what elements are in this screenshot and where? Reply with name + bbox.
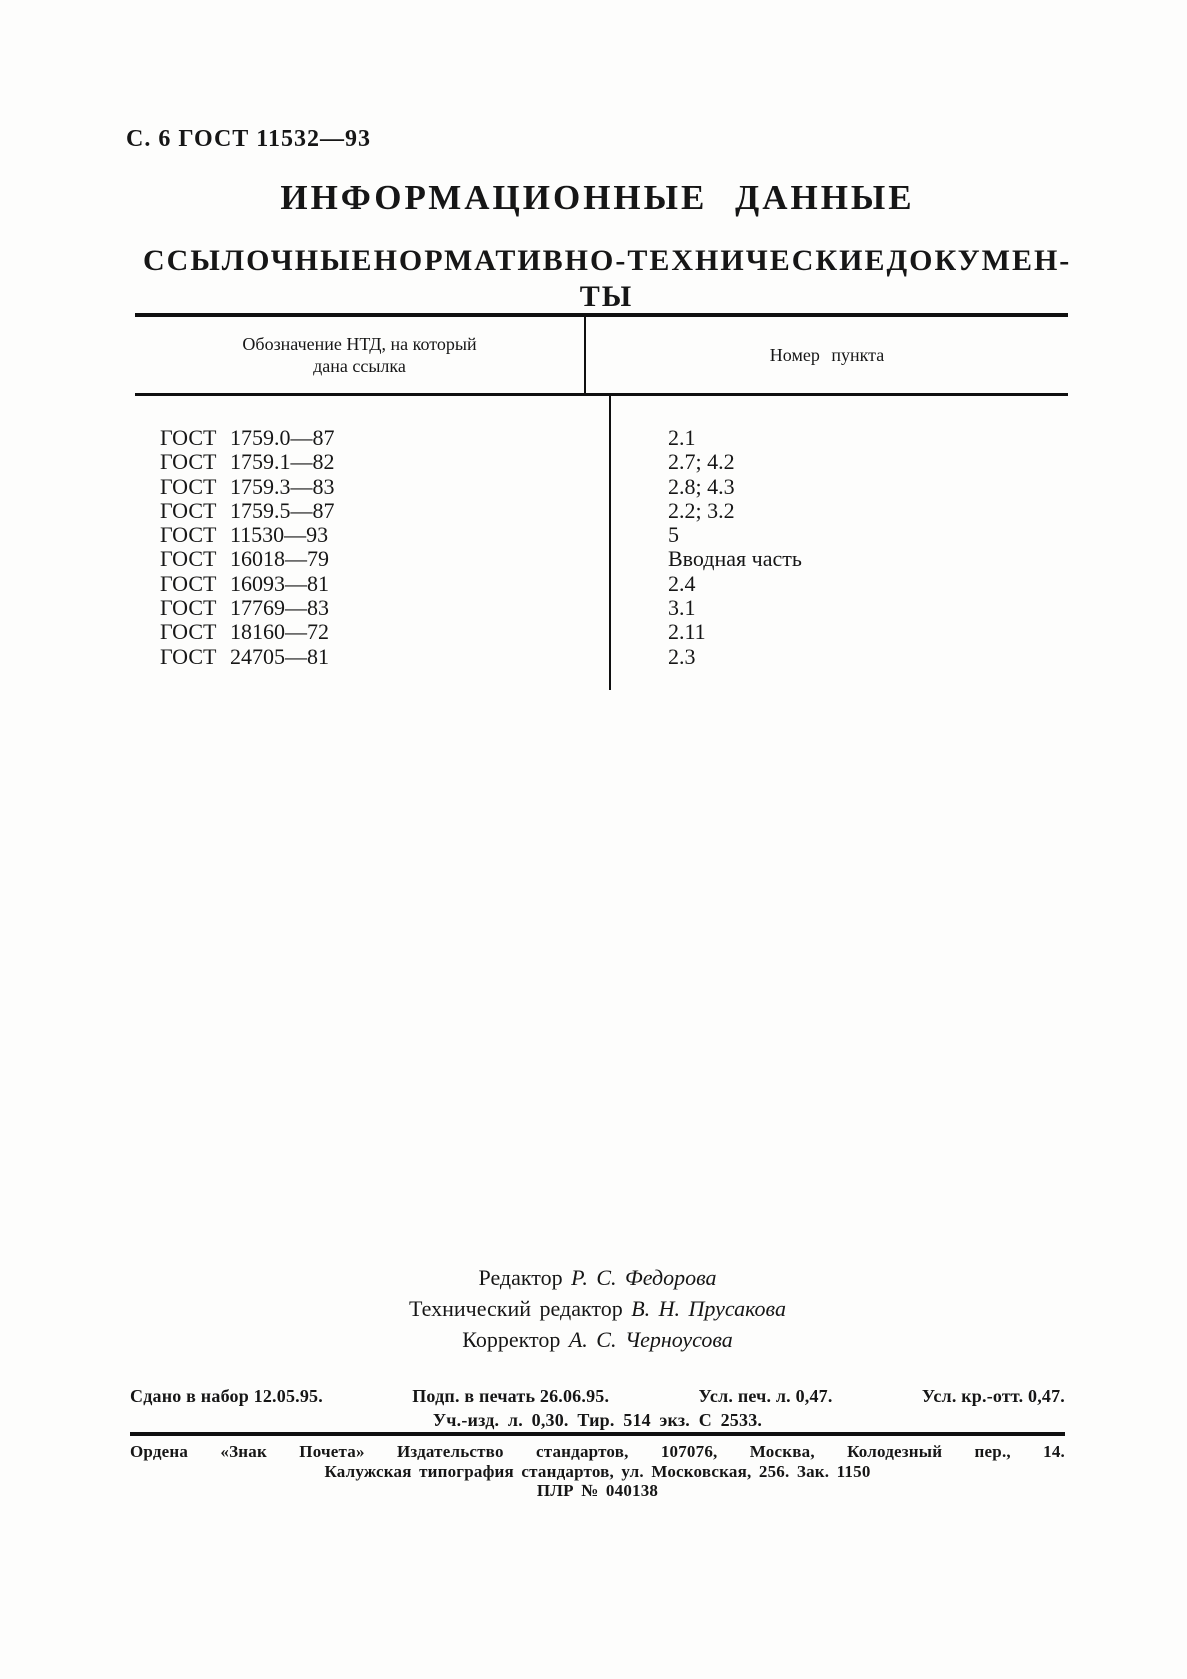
punkt-cell: 2.2; 3.2 bbox=[668, 497, 735, 523]
credit-role: Корректор bbox=[462, 1327, 561, 1352]
col1-header-line1: Обозначение НТД, на который bbox=[242, 334, 477, 354]
imprint-seg3: Усл. печ. л. 0,47. bbox=[698, 1386, 833, 1406]
subtitle-word-2: НОРМАТИВНО-ТЕХНИЧЕСКИЕ bbox=[373, 244, 887, 277]
doc-title: ИНФОРМАЦИОННЫЕ ДАННЫЕ bbox=[280, 178, 915, 217]
ntd-cell: ГОСТ 11530—93 bbox=[160, 522, 329, 548]
ntd-cell: ГОСТ 18160—72 bbox=[160, 619, 329, 645]
table-col2-header: Номер пункта bbox=[584, 317, 1068, 393]
page-header: С. 6 ГОСТ 11532—93 bbox=[126, 126, 371, 152]
horizontal-rule bbox=[130, 1432, 1065, 1436]
punkt-cell: 5 bbox=[668, 522, 679, 548]
table-col1-header bbox=[135, 317, 584, 393]
ntd-cell: ГОСТ 1759.5—87 bbox=[160, 497, 335, 523]
ntd-cell: ГОСТ 24705—81 bbox=[160, 643, 329, 669]
doc-subtitle-line2: ТЫ bbox=[579, 280, 634, 313]
punkt-cell: 2.11 bbox=[668, 619, 706, 645]
punkt-cell: 3.1 bbox=[668, 595, 696, 621]
credit-role: Редактор bbox=[478, 1265, 563, 1290]
imprint-block bbox=[130, 1384, 1065, 1432]
subtitle-word-1: ССЫЛОЧНЫЕ bbox=[143, 244, 374, 277]
punkt-cell: 2.3 bbox=[668, 643, 696, 669]
punkt-column bbox=[609, 396, 1068, 690]
punkt-cell: Вводная часть bbox=[668, 546, 802, 572]
credit-name: А. С. Черноусова bbox=[568, 1327, 733, 1352]
credit-technical-editor bbox=[130, 1293, 1065, 1324]
credits-block bbox=[130, 1262, 1065, 1355]
ntd-column bbox=[135, 396, 609, 690]
imprint-line2: Уч.-изд. л. 0,30. Тир. 514 экз. С 2533. bbox=[432, 1410, 763, 1430]
credit-role: Технический редактор bbox=[409, 1296, 623, 1321]
publisher-block bbox=[130, 1442, 1065, 1501]
punkt-cell: 2.7; 4.2 bbox=[668, 449, 735, 475]
imprint-seg4: Усл. кр.-отт. 0,47. bbox=[921, 1386, 1065, 1406]
punkt-cell: 2.1 bbox=[668, 425, 696, 450]
punkt-cell: 2.4 bbox=[668, 570, 696, 596]
publisher-line1: Ордена «Знак Почета» Издательство стандартов, 107076, Москва, Колодезный пер., 14. bbox=[130, 1442, 1065, 1461]
credit-editor bbox=[130, 1262, 1065, 1293]
credit-name: В. Н. Прусакова bbox=[631, 1296, 786, 1321]
imprint-seg2: Подп. в печать 26.06.95. bbox=[412, 1386, 610, 1406]
publisher-line2: Калужская типография стандартов, ул. Московская, 256. Зак. 1150 bbox=[324, 1461, 871, 1481]
ntd-cell: ГОСТ 16093—81 bbox=[160, 570, 329, 596]
punkt-cell: 2.8; 4.3 bbox=[668, 473, 735, 499]
col1-header-line2: дана ссылка bbox=[313, 356, 406, 376]
publisher-license: ПЛР № 040138 bbox=[536, 1481, 659, 1500]
ntd-cell: ГОСТ 17769—83 bbox=[160, 595, 329, 621]
ntd-cell: ГОСТ 16018—79 bbox=[160, 546, 329, 572]
references-table bbox=[135, 313, 1068, 690]
ntd-cell: ГОСТ 1759.3—83 bbox=[160, 473, 335, 499]
table-body bbox=[135, 396, 1068, 690]
doc-subtitle bbox=[143, 243, 1070, 315]
imprint-line1 bbox=[130, 1384, 1065, 1408]
imprint-seg1: Сдано в набор 12.05.95. bbox=[130, 1386, 323, 1406]
ntd-cell: ГОСТ 1759.1—82 bbox=[160, 449, 335, 475]
ntd-cell: ГОСТ 1759.0—87 bbox=[160, 425, 335, 450]
credit-corrector bbox=[130, 1324, 1065, 1355]
subtitle-word-3: ДОКУМЕН- bbox=[886, 244, 1072, 277]
table-header-row bbox=[135, 313, 1068, 396]
credit-name: Р. С. Федорова bbox=[571, 1265, 717, 1290]
doc-subtitle-line1 bbox=[143, 243, 1070, 279]
